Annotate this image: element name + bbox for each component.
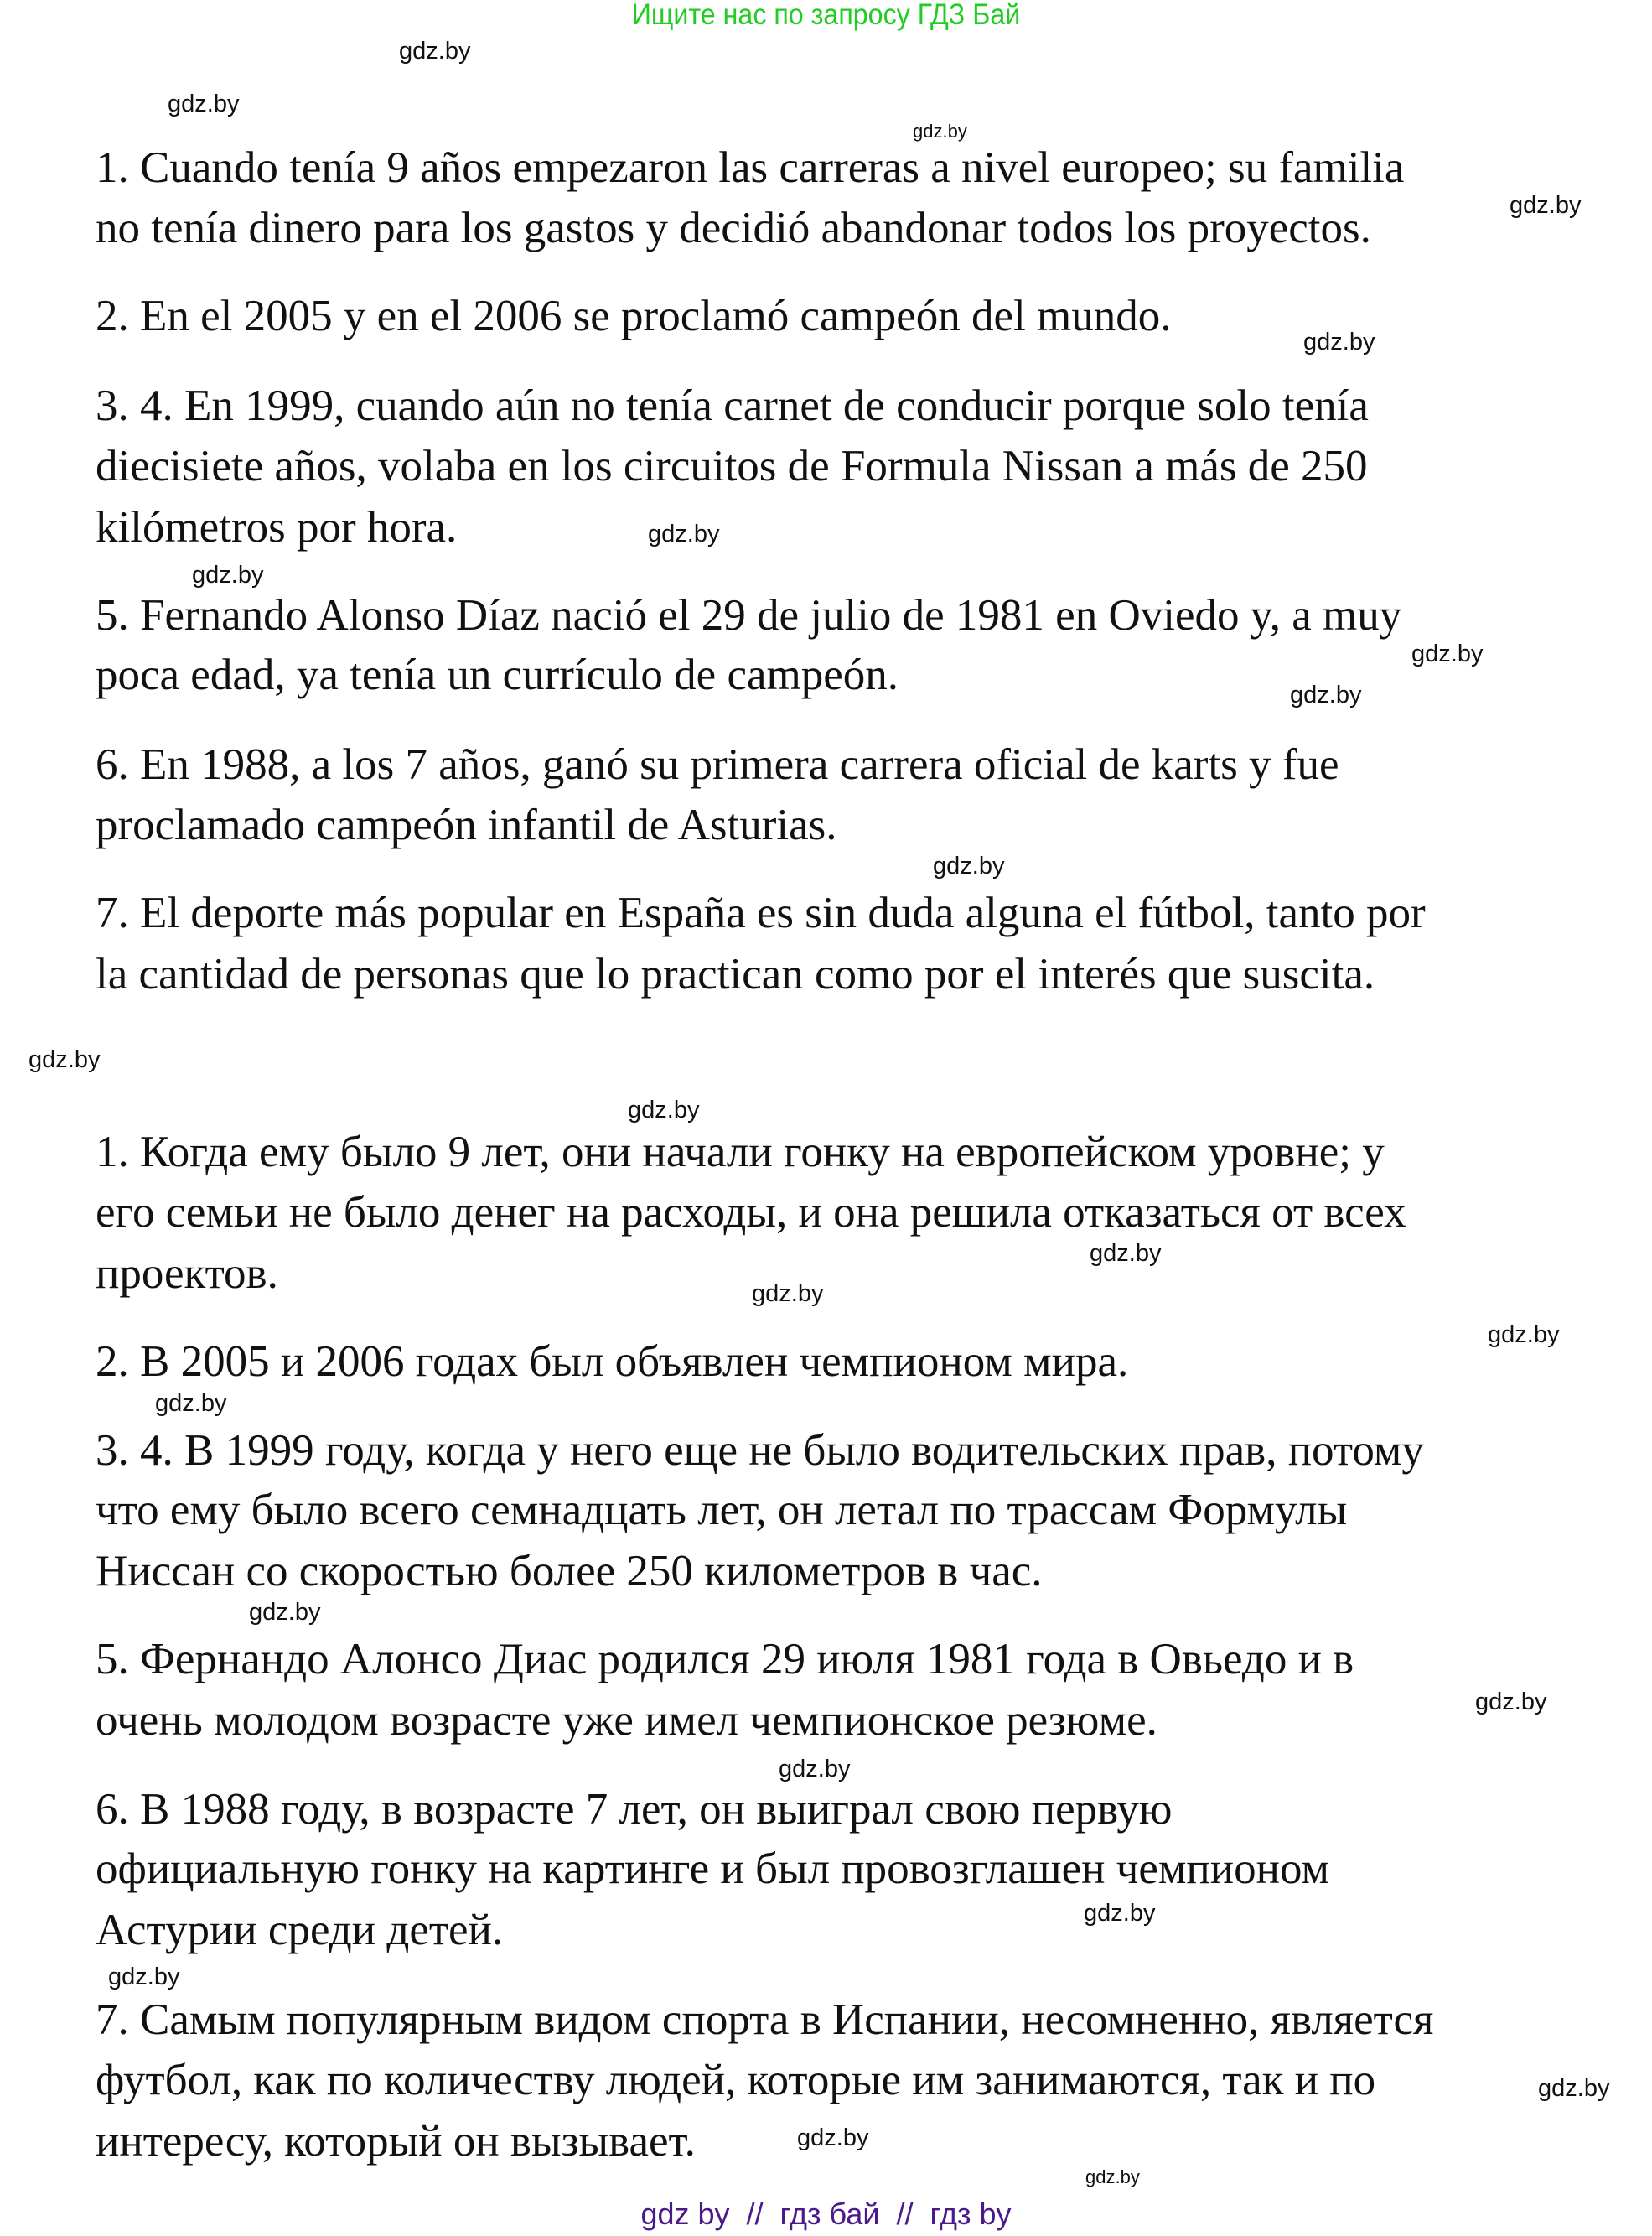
watermark: gdz.by bbox=[1411, 641, 1484, 667]
watermark: gdz.by bbox=[108, 1964, 180, 1990]
text-line: poca edad, ya tenía un currículo de campeón. bbox=[96, 651, 899, 699]
footer-links[interactable]: gdz by // гдз бай // гдз by bbox=[640, 2197, 1012, 2231]
watermark: gdz.by bbox=[1290, 682, 1362, 708]
text-line: proclamado campeón infantil de Asturias. bbox=[96, 801, 837, 849]
watermark: gdz.by bbox=[1510, 192, 1582, 219]
watermark: gdz.by bbox=[933, 853, 1005, 879]
watermark: gdz.by bbox=[752, 1280, 824, 1307]
text-line: очень молодом возрасте уже имел чемпионское резюме. bbox=[96, 1696, 1157, 1745]
text-line: 7. El deporte más popular en España es sin duda alguna el fútbol, tanto por bbox=[96, 889, 1426, 937]
watermark: gdz.by bbox=[1475, 1689, 1547, 1715]
text-line: 2. В 2005 и 2006 годах был объявлен чемпионом мира. bbox=[96, 1337, 1129, 1386]
watermark: gdz.by bbox=[155, 1390, 227, 1417]
watermark: gdz.by bbox=[913, 121, 967, 142]
watermark: gdz.by bbox=[779, 1756, 851, 1782]
watermark: gdz.by bbox=[1090, 1240, 1162, 1267]
watermark: gdz.by bbox=[1303, 329, 1375, 355]
watermark: gdz.by bbox=[249, 1599, 321, 1626]
watermark: gdz.by bbox=[797, 2124, 869, 2151]
watermark: gdz.by bbox=[168, 91, 240, 117]
text-line: Астурии среди детей. bbox=[96, 1906, 504, 1954]
watermark: gdz.by bbox=[1538, 2075, 1610, 2102]
text-line: la cantidad de personas que lo practican como por el interés que suscita. bbox=[96, 950, 1375, 999]
watermark: gdz.by bbox=[399, 38, 471, 65]
text-line: что ему было всего семнадцать лет, он летал по трассам Формулы bbox=[96, 1486, 1348, 1534]
text-line: 3. 4. En 1999, cuando aún no tenía carnet de conducir porque solo tenía bbox=[96, 381, 1369, 430]
text-line: 7. Самым популярным видом спорта в Испании, несомненно, является bbox=[96, 1995, 1434, 2044]
watermark: gdz.by bbox=[192, 562, 264, 589]
text-line: 1. Cuando tenía 9 años empezaron las carreras a nivel europeo; su familia bbox=[96, 143, 1405, 192]
watermark: gdz.by bbox=[648, 521, 720, 547]
text-line: no tenía dinero para los gastos y decidió abandonar todos los proyectos. bbox=[96, 204, 1371, 252]
text-line: Ниссан со скоростью более 250 километров в час. bbox=[96, 1547, 1043, 1595]
search-hint-banner: Ищите нас по запросу ГДЗ Бай bbox=[631, 0, 1021, 31]
watermark: gdz.by bbox=[1085, 2166, 1140, 2187]
text-line: 5. Fernando Alonso Díaz nació el 29 de julio de 1981 en Oviedo y, a muy bbox=[96, 591, 1402, 640]
watermark: gdz.by bbox=[1084, 1900, 1156, 1927]
text-line: 2. En el 2005 y en el 2006 se proclamó campeón del mundo. bbox=[96, 292, 1172, 340]
watermark: gdz.by bbox=[1488, 1321, 1560, 1348]
watermark: gdz.by bbox=[28, 1046, 101, 1073]
text-line: 6. En 1988, a los 7 años, ganó su primera carrera oficial de karts y fue bbox=[96, 740, 1339, 789]
text-line: интересу, который он вызывает. bbox=[96, 2117, 696, 2166]
text-line: официальную гонку на картинге и был провозглашен чемпионом bbox=[96, 1844, 1330, 1893]
text-line: проектов. bbox=[96, 1249, 278, 1298]
text-line: футбол, как по количеству людей, которые им занимаются, так и по bbox=[96, 2056, 1376, 2104]
text-line: 3. 4. В 1999 году, когда у него еще не было водительских прав, потому bbox=[96, 1426, 1424, 1475]
text-line: его семьи не было денег на расходы, и она решила отказаться от всех bbox=[96, 1188, 1406, 1237]
text-line: 5. Фернандо Алонсо Диас родился 29 июля 1981 года в Овьедо и в bbox=[96, 1635, 1354, 1683]
text-line: kilómetros por hora. bbox=[96, 503, 458, 552]
text-line: 1. Когда ему было 9 лет, они начали гонку на европейском уровне; у bbox=[96, 1128, 1385, 1176]
watermark: gdz.by bbox=[628, 1097, 700, 1123]
text-line: diecisiete años, volaba en los circuitos de Formula Nissan a más de 250 bbox=[96, 442, 1368, 490]
text-line: 6. В 1988 году, в возрасте 7 лет, он выиграл свою первую bbox=[96, 1785, 1173, 1834]
